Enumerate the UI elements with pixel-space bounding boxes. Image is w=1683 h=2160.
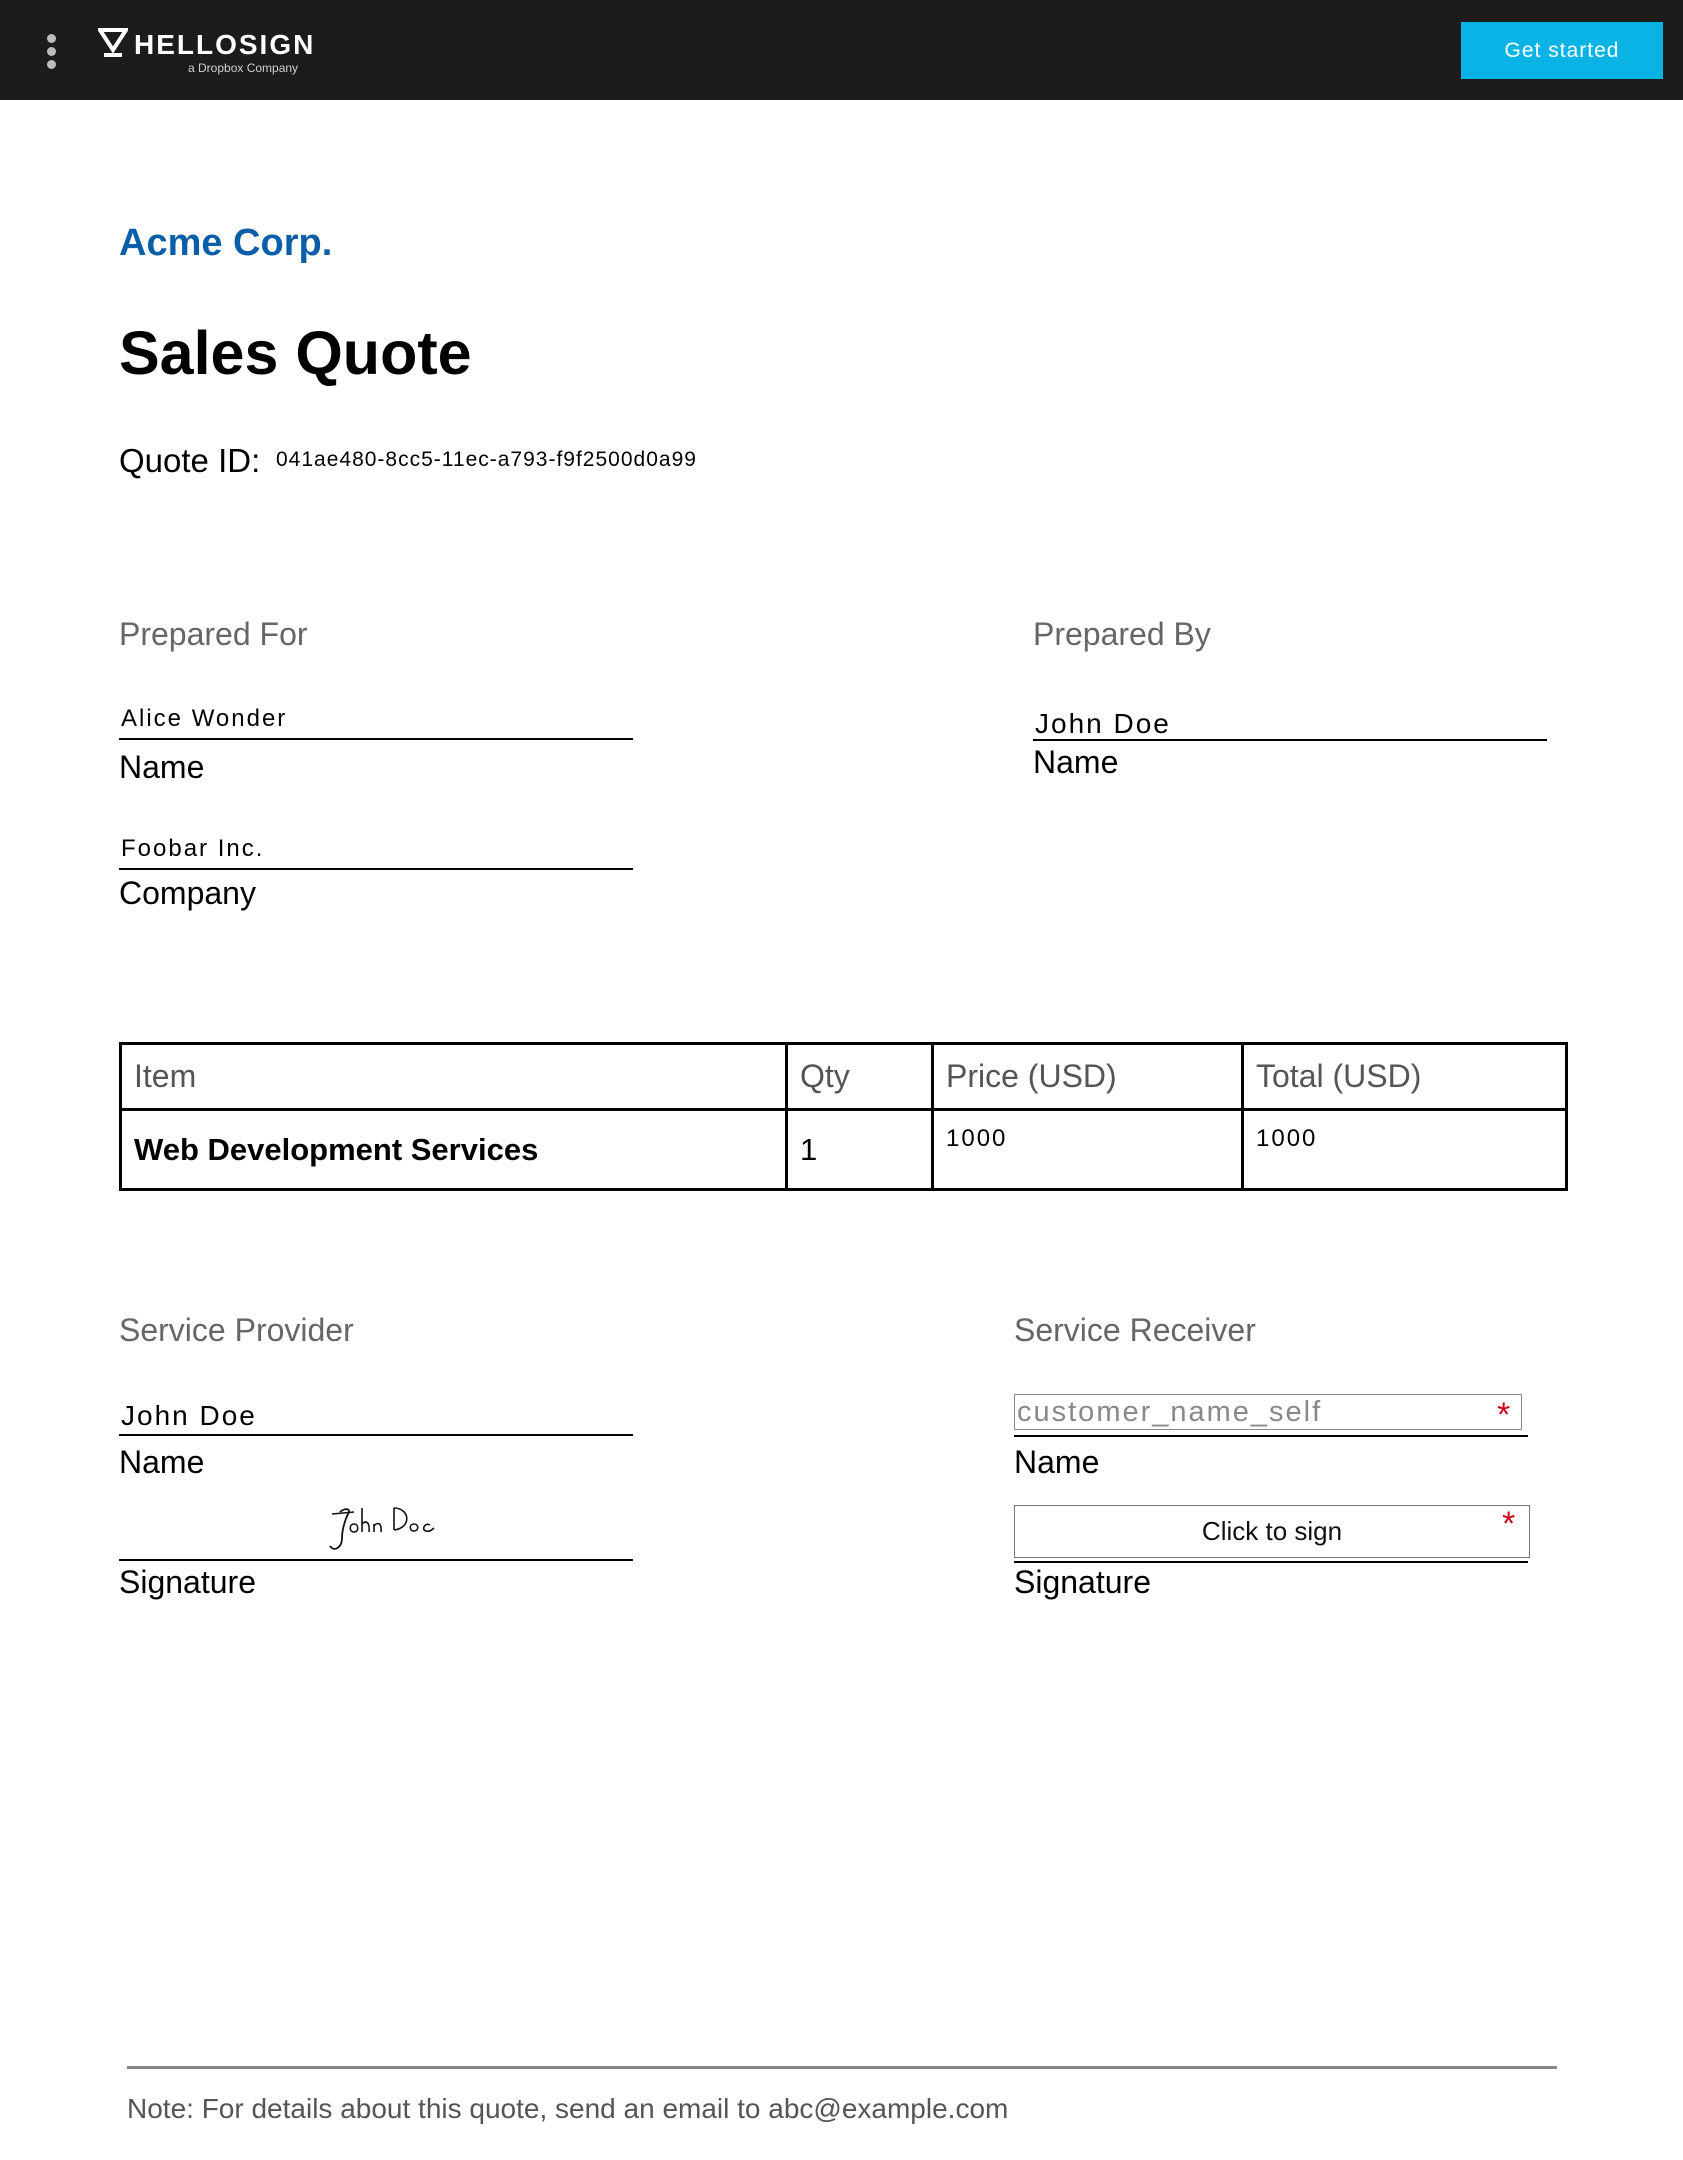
more-vertical-icon[interactable] (42, 30, 62, 72)
table-row (121, 1110, 1567, 1190)
service-provider-signature-line (119, 1559, 633, 1561)
prepared-for-name-label: Name (119, 749, 205, 785)
footer-note: Note: For details about this quote, send an email to abc@example.com (127, 2093, 1009, 2124)
click-to-sign-button[interactable]: Click to sign (1014, 1505, 1530, 1558)
prepared-by-name-label: Name (1033, 744, 1119, 780)
customer-name-input[interactable] (1014, 1394, 1522, 1430)
service-receiver-name-label: Name (1014, 1444, 1100, 1480)
service-provider-signature-label: Signature (119, 1564, 256, 1600)
service-receiver-name-line (1014, 1435, 1528, 1437)
items-table (119, 1042, 1568, 1191)
cell-price: 1000 (933, 1110, 1243, 1190)
prepared-for-name-line (119, 738, 633, 740)
column-header-item: Item (121, 1044, 787, 1110)
service-provider-heading: Service Provider (119, 1312, 354, 1348)
service-provider-name-value: John Doe (121, 1400, 257, 1431)
document-title: Sales Quote (119, 319, 472, 387)
service-provider-name-line (119, 1434, 633, 1436)
footer-divider (127, 2066, 1557, 2069)
hellosign-logo-icon (98, 28, 128, 58)
prepared-by-name-line (1033, 739, 1547, 741)
quote-id-label: Quote ID: (119, 442, 261, 479)
cell-total: 1000 (1243, 1110, 1567, 1190)
prepared-by-heading: Prepared By (1033, 616, 1211, 652)
prepared-for-company-line (119, 868, 633, 870)
brand-subtitle: a Dropbox Company (188, 61, 299, 75)
required-asterisk-icon: * (1502, 1505, 1516, 1543)
handwritten-signature (318, 1500, 442, 1556)
prepared-by-name-value: John Doe (1035, 708, 1171, 739)
prepared-for-company-value: Foobar Inc. (121, 835, 265, 862)
brand-name: HELLOSIGN (134, 29, 316, 60)
service-receiver-signature-label: Signature (1014, 1564, 1151, 1600)
cell-item: Web Development Services (121, 1110, 787, 1190)
prepared-for-heading: Prepared For (119, 616, 308, 652)
service-receiver-heading: Service Receiver (1014, 1312, 1256, 1348)
column-header-qty: Qty (787, 1044, 933, 1110)
service-receiver-signature-line (1014, 1561, 1528, 1563)
required-asterisk-icon: * (1497, 1396, 1511, 1434)
cell-qty: 1 (787, 1110, 933, 1190)
column-header-total: Total (USD) (1243, 1044, 1567, 1110)
quote-id-value: 041ae480-8cc5-11ec-a793-f9f2500d0a99 (276, 448, 697, 471)
get-started-button[interactable]: Get started (1461, 22, 1663, 79)
top-bar (0, 0, 1683, 100)
table-header-row (121, 1044, 1567, 1110)
service-provider-name-label: Name (119, 1444, 205, 1480)
hellosign-logo[interactable] (98, 28, 316, 76)
column-header-price: Price (USD) (933, 1044, 1243, 1110)
prepared-for-company-label: Company (119, 875, 256, 911)
prepared-for-name-value: Alice Wonder (121, 705, 288, 732)
company-name: Acme Corp. (119, 222, 333, 264)
